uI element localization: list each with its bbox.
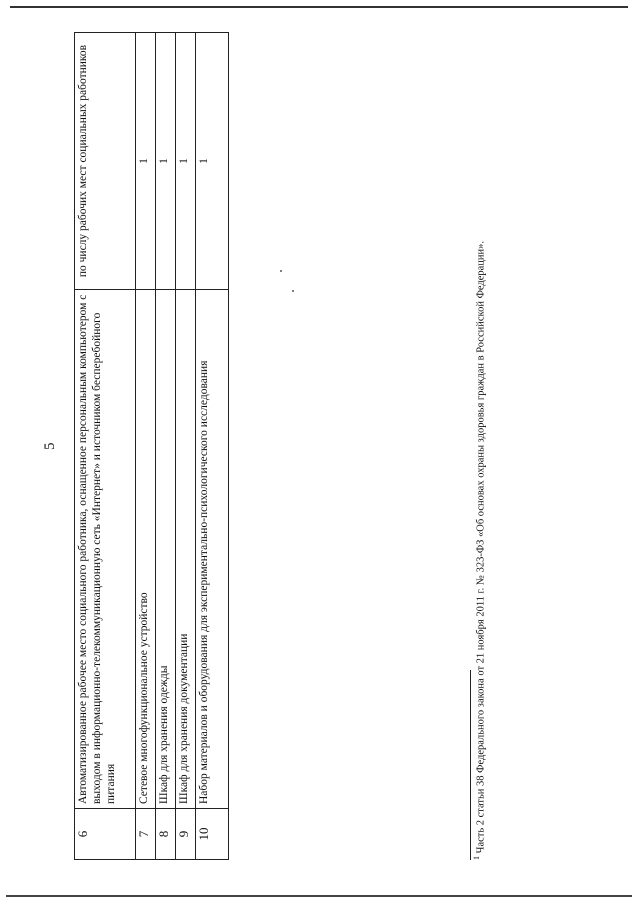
item-quantity: 1: [136, 33, 156, 290]
footnote: [472, 40, 487, 860]
equipment-table: [74, 32, 229, 860]
scan-edge-top: [10, 6, 628, 8]
table-row: [156, 33, 176, 860]
page-number: 5: [42, 442, 58, 450]
footnote-text: Часть 2 статьи 38 Федерального закона от 21 ноября 2011 г. № 323-ФЗ «Об основах охраны здоровья граждан в Российской Федерации».: [475, 240, 487, 854]
row-number: 9: [176, 809, 196, 860]
scan-speck: [280, 270, 282, 272]
row-number: 10: [196, 809, 229, 860]
table-row: [136, 33, 156, 860]
item-name: Автоматизированное рабочее место социального работника, оснащенное персональным компьютером с выходом в информационно-телекоммуникационную сеть «Интернет» и источником бесперебойного питания: [75, 290, 136, 809]
scan-edge-bottom: [6, 895, 632, 897]
item-quantity: 1: [176, 33, 196, 290]
scan-speck: [292, 290, 294, 292]
rotated-content: [30, 12, 620, 872]
item-name: Шкаф для хранения документации: [176, 290, 196, 809]
item-name: Набор материалов и оборудования для экспериментально-психологического исследования: [196, 290, 229, 809]
footnote-marker: 1: [472, 856, 481, 860]
row-number: 8: [156, 809, 176, 860]
item-quantity: 1: [156, 33, 176, 290]
item-name: Сетевое многофункциональное устройство: [136, 290, 156, 809]
item-name: Шкаф для хранения одежды: [156, 290, 176, 809]
footnote-divider: [470, 670, 471, 860]
table-row: [176, 33, 196, 860]
item-quantity: по числу рабочих мест социальных работников: [75, 33, 136, 290]
row-number: 7: [136, 809, 156, 860]
item-quantity: 1: [196, 33, 229, 290]
table-row: [75, 33, 136, 860]
row-number: 6: [75, 809, 136, 860]
table-row: [196, 33, 229, 860]
